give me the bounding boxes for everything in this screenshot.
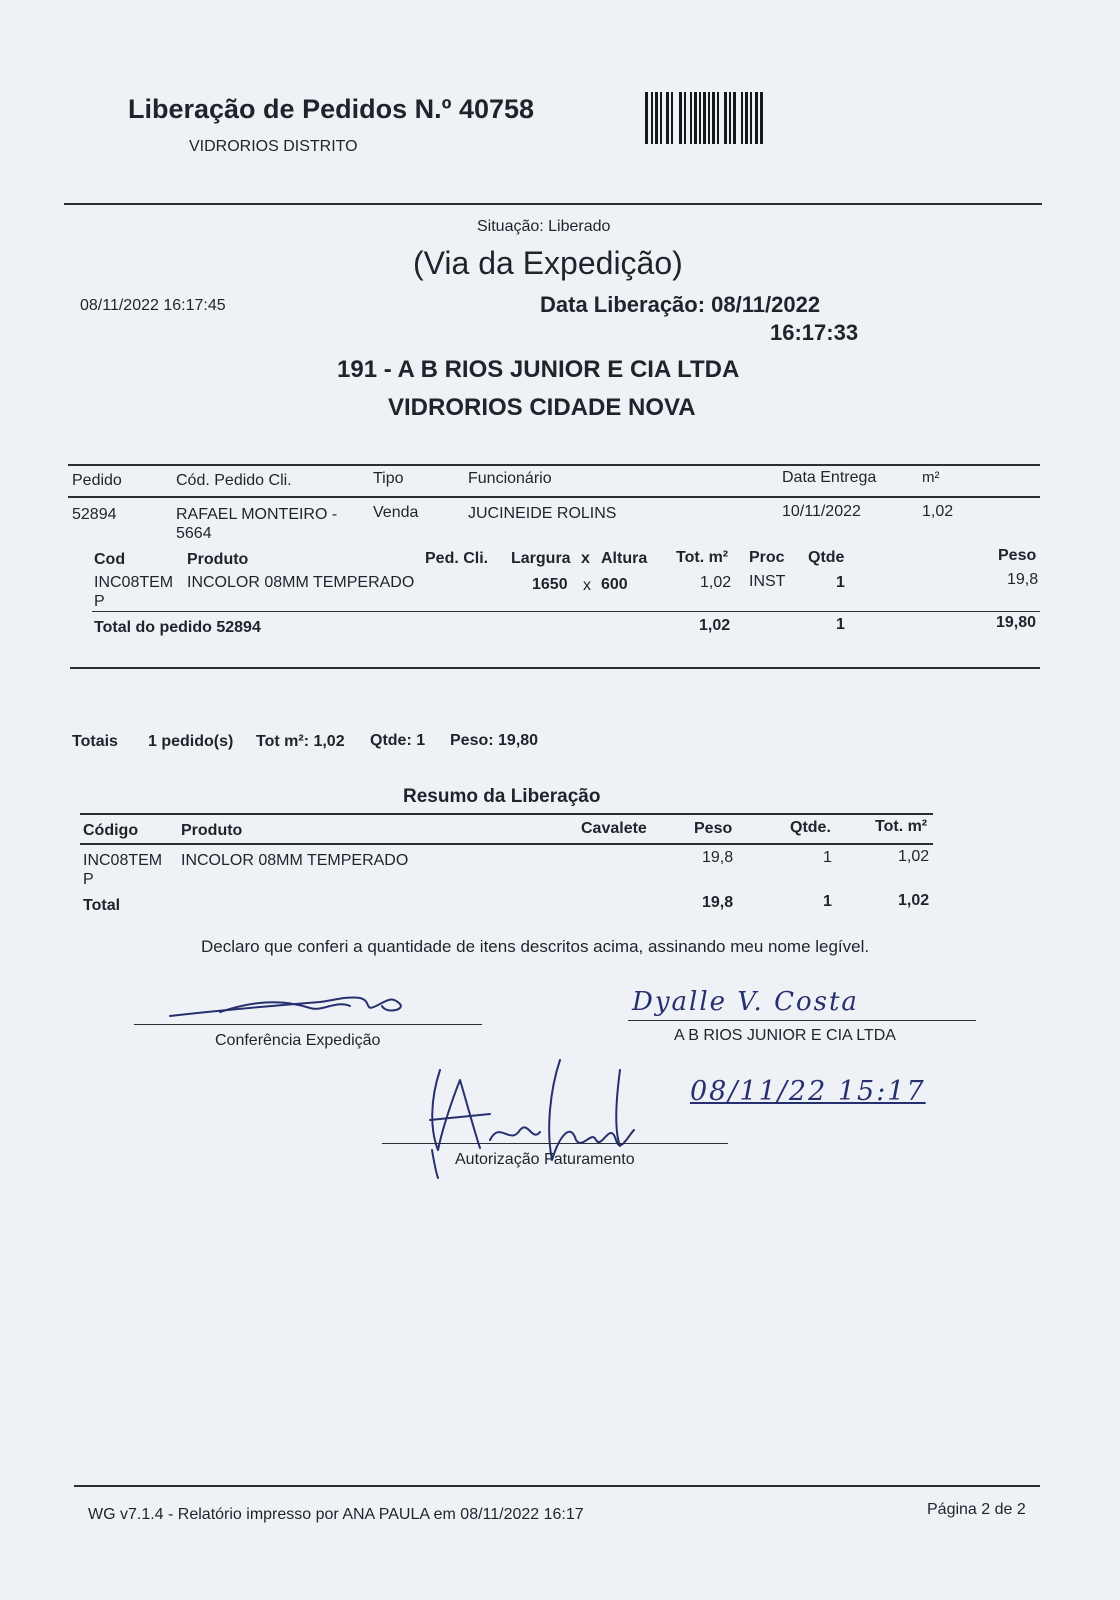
cod-pedido-cli: RAFAEL MONTEIRO - <box>176 506 338 523</box>
item-col-largura: Largura <box>511 550 571 567</box>
item-col-x: x <box>581 550 590 567</box>
resumo-header-line <box>80 843 933 845</box>
resumo-tot-m2: 1,02 <box>898 848 930 865</box>
table-top-line <box>68 464 1040 466</box>
resumo-codigo: INC08TEM <box>83 852 163 869</box>
data-entrega-value: 10/11/2022 <box>782 503 861 520</box>
table-bottom-line <box>70 667 1040 669</box>
item-col-qtde: Qtde <box>808 549 845 566</box>
resumo-peso: 19,8 <box>702 849 734 866</box>
conferencia-label: Conferência Expedição <box>215 1032 381 1049</box>
item-qtde: 1 <box>836 574 845 591</box>
situacao-text: Situação: Liberado <box>477 218 611 235</box>
client-name: 191 - A B RIOS JUNIOR E CIA LTDA <box>337 356 740 383</box>
via-title: (Via da Expedição) <box>413 245 683 281</box>
resumo-col-codigo: Código <box>83 822 139 839</box>
resumo-codigo-cont: P <box>83 871 94 888</box>
autorizacao-label: Autorização Faturamento <box>455 1151 635 1168</box>
report-title: Liberação de Pedidos N.º 40758 <box>128 94 535 124</box>
item-tot-m2: 1,02 <box>700 574 732 591</box>
resumo-total-qtde: 1 <box>823 893 832 910</box>
resumo-total-peso: 19,8 <box>702 894 734 911</box>
item-col-ped-cli: Ped. Cli. <box>425 550 489 567</box>
pedido-number: 52894 <box>72 506 117 523</box>
footer-line <box>74 1485 1040 1487</box>
col-funcionario: Funcionário <box>468 470 552 487</box>
totais-peso: Peso: 19,80 <box>450 732 539 749</box>
resumo-title: Resumo da Liberação <box>403 786 601 807</box>
total-pedido-qtde: 1 <box>836 616 845 633</box>
item-col-peso: Peso <box>998 547 1037 564</box>
total-pedido-m2: 1,02 <box>699 617 731 634</box>
total-pedido-peso: 19,80 <box>996 614 1037 631</box>
header-divider <box>64 203 1042 205</box>
resumo-col-cavalete: Cavalete <box>581 820 647 837</box>
item-col-produto: Produto <box>187 551 249 568</box>
totais-pedidos: 1 pedido(s) <box>148 733 234 750</box>
resumo-produto: INCOLOR 08MM TEMPERADO <box>181 852 409 869</box>
resumo-total-label: Total <box>83 897 121 914</box>
client-sig-label: A B RIOS JUNIOR E CIA LTDA <box>674 1027 896 1044</box>
page-number: Página 2 de 2 <box>927 1501 1026 1518</box>
conferencia-signature <box>160 992 420 1022</box>
totais-m2: Tot m²: 1,02 <box>256 733 345 750</box>
resumo-col-tot-m2: Tot. m² <box>875 818 928 835</box>
handwritten-datetime: 08/11/22 15:17 <box>690 1076 926 1107</box>
table-header-line <box>68 496 1040 498</box>
cod-pedido-cli-cont: 5664 <box>176 525 212 542</box>
item-peso: 19,8 <box>1007 571 1039 588</box>
item-largura: 1650 <box>532 576 568 593</box>
item-col-cod: Cod <box>94 551 126 568</box>
item-col-proc: Proc <box>749 549 785 566</box>
resumo-total-tot-m2: 1,02 <box>898 892 930 909</box>
print-datetime: 08/11/2022 16:17:45 <box>80 297 226 314</box>
client-signature: Dyalle V. Costa <box>632 987 859 1017</box>
col-m2: m² <box>922 469 940 486</box>
resumo-col-produto: Produto <box>181 822 243 839</box>
totais-label: Totais <box>72 733 118 750</box>
resumo-top-line <box>80 813 933 815</box>
col-tipo: Tipo <box>373 470 404 487</box>
funcionario-value: JUCINEIDE ROLINS <box>468 505 617 522</box>
total-pedido-label: Total do pedido 52894 <box>94 619 261 636</box>
tipo-value: Venda <box>373 504 419 521</box>
item-cod-cont: P <box>94 593 105 610</box>
resumo-col-peso: Peso <box>694 820 733 837</box>
m2-value: 1,02 <box>922 503 954 520</box>
declaration-text: Declaro que conferi a quantidade de itens descritos acima, assinando meu nome legível. <box>201 937 870 956</box>
item-col-altura: Altura <box>601 550 648 567</box>
col-cod-pedido-cli: Cód. Pedido Cli. <box>176 472 292 489</box>
item-proc: INST <box>749 573 786 590</box>
autorizacao-line <box>382 1143 728 1144</box>
col-pedido: Pedido <box>72 472 122 489</box>
company-name: VIDRORIOS DISTRITO <box>189 138 358 155</box>
item-produto: INCOLOR 08MM TEMPERADO <box>187 574 415 591</box>
conferencia-line <box>134 1024 482 1025</box>
resumo-qtde: 1 <box>823 849 832 866</box>
data-liberacao: Data Liberação: 08/11/2022 <box>540 292 821 317</box>
item-divider <box>92 611 1040 612</box>
item-altura: 600 <box>601 576 628 593</box>
footer-printed-by: WG v7.1.4 - Relatório impresso por ANA PAULA em 08/11/2022 16:17 <box>88 1506 584 1523</box>
client-sig-line <box>628 1020 976 1021</box>
col-data-entrega: Data Entrega <box>782 469 877 486</box>
item-x: x <box>583 577 591 594</box>
barcode-icon <box>645 92 817 144</box>
client-branch: VIDRORIOS CIDADE NOVA <box>388 394 696 421</box>
item-cod: INC08TEM <box>94 574 174 591</box>
resumo-col-qtde: Qtde. <box>790 819 831 836</box>
totais-qtde: Qtde: 1 <box>370 732 426 749</box>
item-col-tot-m2: Tot. m² <box>676 549 729 566</box>
data-liberacao-time: 16:17:33 <box>770 320 859 345</box>
